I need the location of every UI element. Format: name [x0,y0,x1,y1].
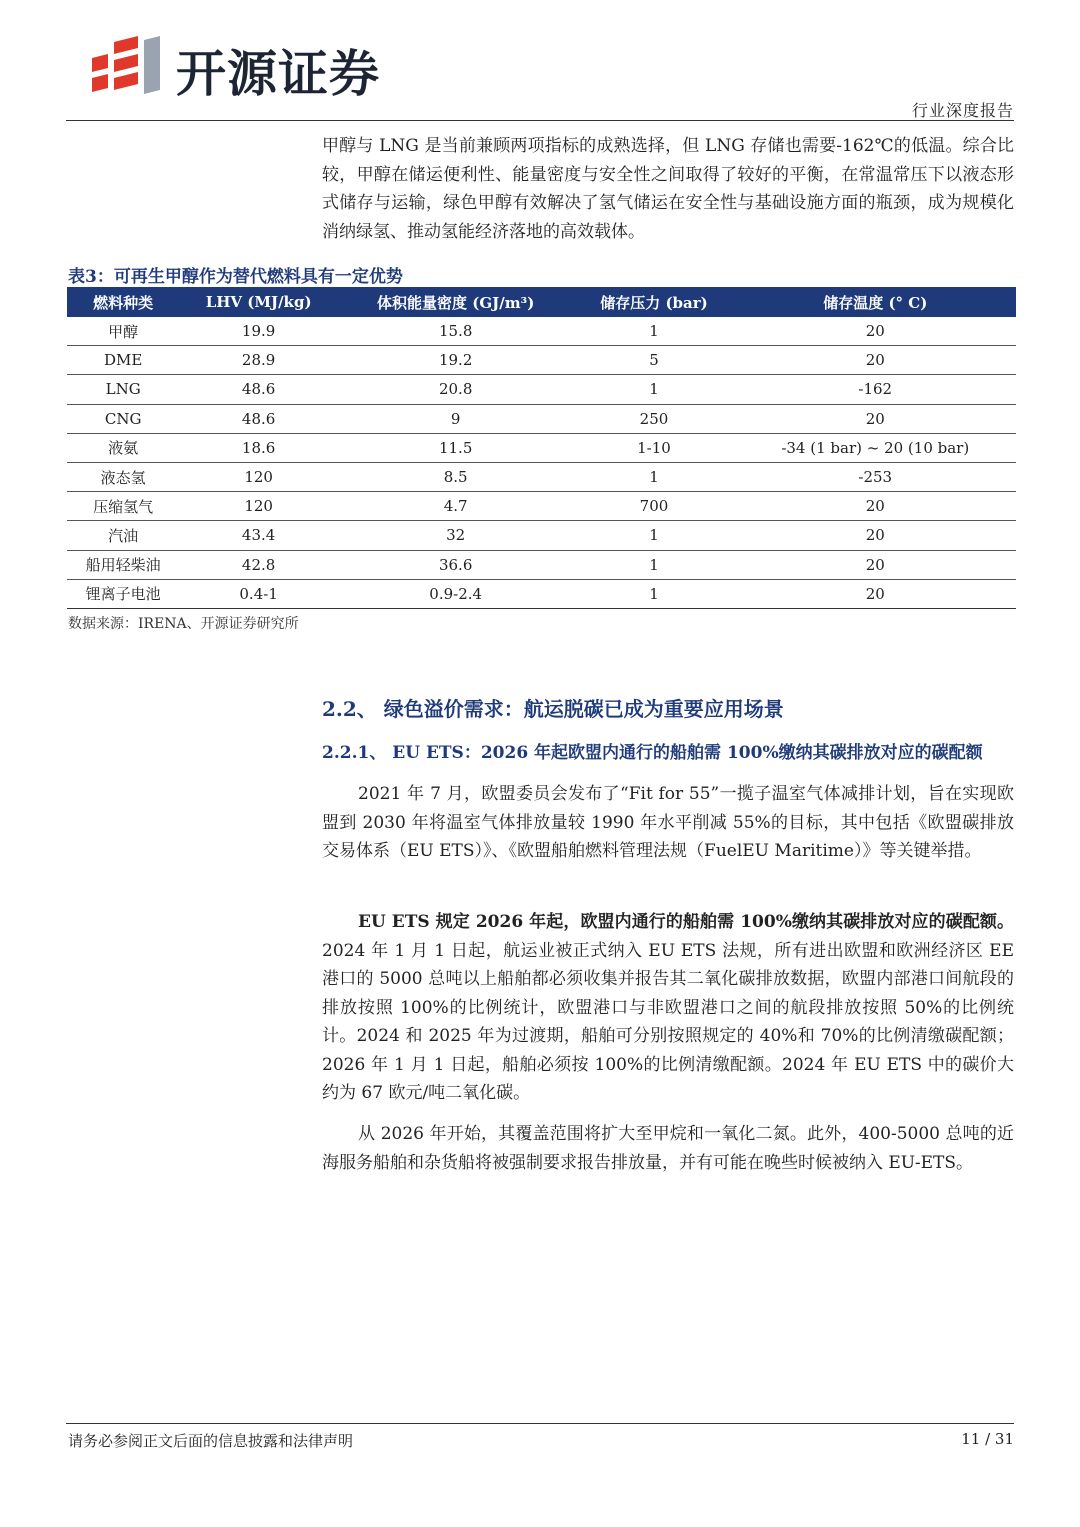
table-cell: 19.2 [338,346,574,375]
section-heading: 2.2、 绿色溢价需求：航运脱碳已成为重要应用场景 [322,697,784,721]
table-cell: 28.9 [179,346,338,375]
table-cell: 液氨 [67,433,179,462]
brand-name: 开源证券 [176,45,380,103]
table-cell: 42.8 [179,550,338,579]
table-cell: 20.8 [338,375,574,404]
subsection-heading: 2.2.1、 EU ETS：2026 年起欧盟内通行的船舶需 100%缴纳其碳排放对应的碳配额 [322,743,983,763]
logo-mark-icon [92,36,160,94]
table-cell: 1 [573,579,734,608]
column-header: 储存温度 (° C) [735,287,1016,317]
column-header: 体积能量密度 (GJ/m³) [338,287,574,317]
table-cell: 20 [735,317,1016,346]
table-row [67,579,1016,608]
column-header: 储存压力 (bar) [573,287,734,317]
table-cell: 9 [338,404,574,433]
table-cell: 1 [573,317,734,346]
table-cell: -162 [735,375,1016,404]
footer-disclaimer: 请务必参阅正文后面的信息披露和法律声明 [68,1432,354,1450]
table-cell: 43.4 [179,521,338,550]
table-cell: 1 [573,375,734,404]
paragraph-text: 2024 年 1 月 1 日起，航运业被正式纳入 EU ETS 法规，所有进出欧盟和欧洲经济区 EE 港口的 5000 总吨以上船舶都必须收集并报告其二氧化碳排放数据，欧盟内部港口间航段的排放按照 100%的比例统计，欧盟港口与非欧盟港口之间的航段排放按照 50%的比例统计。2024 和 2025 年为过渡期，船舶可分别按照规定的 40%和 70%的比例清缴碳配额；2026 年 1 月 1 日起，船舶必须按 100%的比例清缴配额。2024 年 EU ETS 中的碳价大约为 67 欧元/吨二氧化碳。 [322,940,1014,1103]
table-cell: 11.5 [338,433,574,462]
table-cell: 20 [735,404,1016,433]
table-cell: 120 [179,492,338,521]
table-row [67,433,1016,462]
table-cell: 压缩氢气 [67,492,179,521]
column-header: 燃料种类 [67,287,179,317]
document-type: 行业深度报告 [911,101,1014,120]
table-row [67,550,1016,579]
table-cell: 15.8 [338,317,574,346]
footer-divider [66,1423,1014,1424]
table-cell: 0.9-2.4 [338,579,574,608]
body-paragraph-2 [322,908,1014,1108]
table-cell: 20 [735,550,1016,579]
table-cell: 0.4-1 [179,579,338,608]
table-cell: -34 (1 bar) ~ 20 (10 bar) [735,433,1016,462]
page-number: 11 / 31 [961,1430,1014,1448]
table-cell: LNG [67,375,179,404]
table-cell: 48.6 [179,404,338,433]
body-paragraph-3: 从 2026 年开始，其覆盖范围将扩大至甲烷和一氧化二氮。此外，400-5000 总吨的近海服务船舶和杂货船将被强制要求报告排放量，并有可能在晚些时候被纳入 EU-ETS。 [322,1124,1014,1173]
table-cell: 锂离子电池 [67,579,179,608]
table-row [67,462,1016,491]
table-cell: 20 [735,579,1016,608]
table-cell: 20 [735,346,1016,375]
table-cell: 120 [179,462,338,491]
table-cell: 20 [735,492,1016,521]
table-cell: 1 [573,550,734,579]
table-cell: CNG [67,404,179,433]
table-cell: 8.5 [338,462,574,491]
paragraph-emphasis: EU ETS 规定 2026 年起，欧盟内通行的船舶需 100%缴纳其碳排放对应的碳配额。 [358,912,1014,932]
table-cell: 甲醇 [67,317,179,346]
intro-paragraph: 甲醇与 LNG 是当前兼顾两项指标的成熟选择，但 LNG 存储也需要-162℃的低温。综合比较，甲醇在储运便利性、能量密度与安全性之间取得了较好的平衡，在常温常压下以液态形式储存与运输，绿色甲醇有效解决了氢气储运在安全性与基础设施方面的瓶颈，成为规模化消纳绿氢、推动氢能经济落地的高效载体。 [322,136,1014,242]
table-cell: DME [67,346,179,375]
table-cell: 船用轻柴油 [67,550,179,579]
table-row [67,492,1016,521]
table-cell: 液态氢 [67,462,179,491]
table-cell: 1 [573,462,734,491]
table-cell: 32 [338,521,574,550]
table-cell: 250 [573,404,734,433]
header-divider [66,120,1014,121]
column-header: LHV (MJ/kg) [179,287,338,317]
table-row [67,375,1016,404]
table-cell: 汽油 [67,521,179,550]
table-header-row [67,287,1016,317]
table-cell: 20 [735,521,1016,550]
table-cell: 700 [573,492,734,521]
table-body [67,317,1016,608]
table-row [67,317,1016,346]
table-cell: 4.7 [338,492,574,521]
table-row [67,404,1016,433]
body-paragraph-1: 2021 年 7 月，欧盟委员会发布了“Fit for 55”一揽子温室气体减排计划，旨在实现欧盟到 2030 年将温室气体排放量较 1990 年水平削减 55%的目标，其中包括《欧盟碳排放交易体系（EU ETS）》、《欧盟船舶燃料管理法规（FuelEU Maritime）》等关键举措。 [322,784,1014,861]
table-row [67,346,1016,375]
table-cell: 36.6 [338,550,574,579]
table-cell: 48.6 [179,375,338,404]
fuel-comparison-table [67,287,1016,609]
table-cell: 19.9 [179,317,338,346]
table-cell: -253 [735,462,1016,491]
table-title: 表3：可再生甲醇作为替代燃料具有一定优势 [68,267,403,287]
table-cell: 1 [573,521,734,550]
table-cell: 18.6 [179,433,338,462]
table-cell: 1-10 [573,433,734,462]
table-row [67,521,1016,550]
table-source: 数据来源：IRENA、开源证券研究所 [68,616,299,632]
table-cell: 5 [573,346,734,375]
